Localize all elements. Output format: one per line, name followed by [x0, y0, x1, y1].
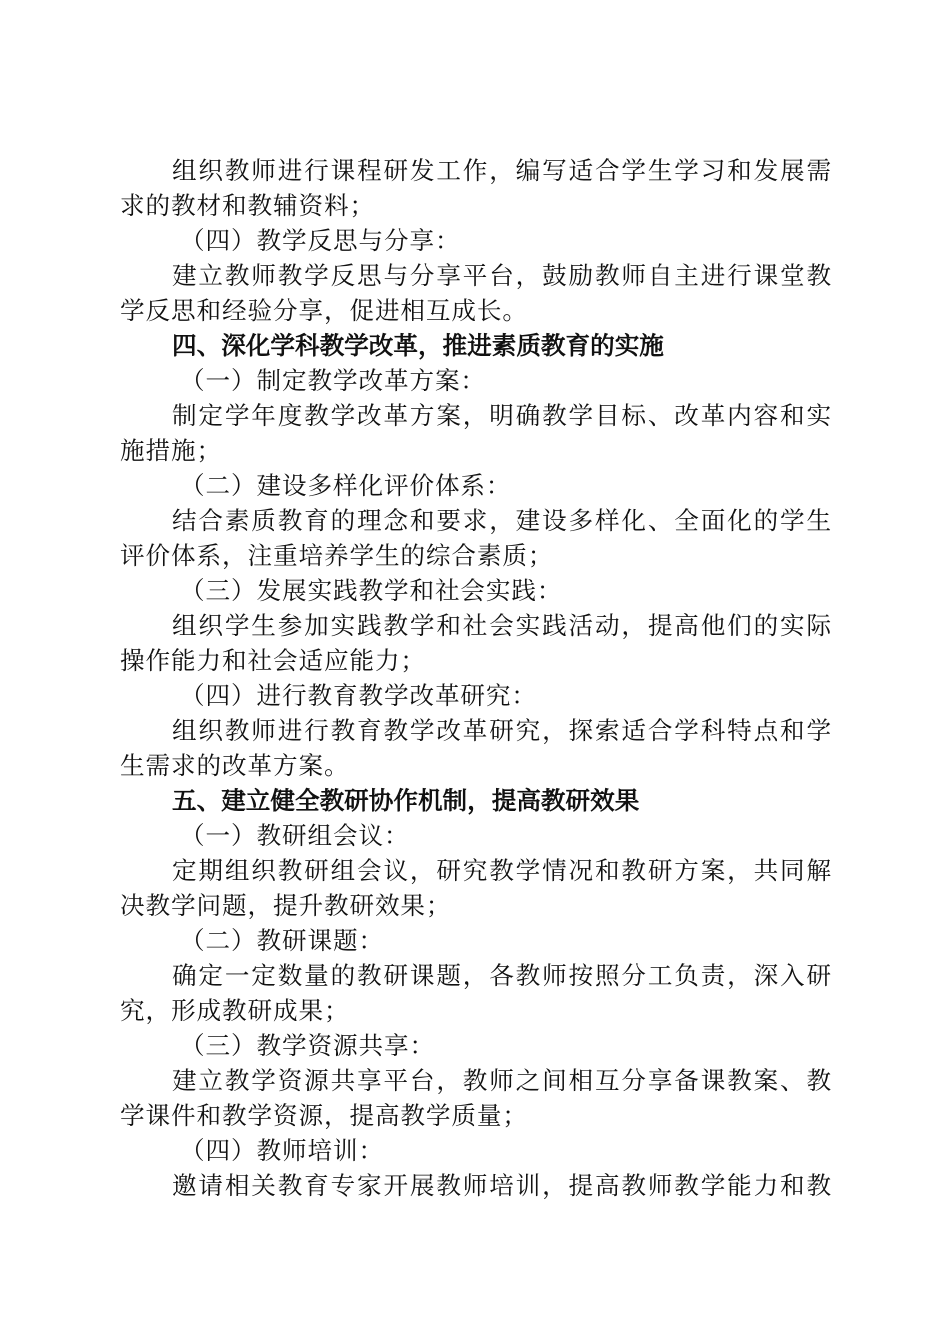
paragraph-line: 结合素质教育的理念和要求，建设多样化、全面化的学生	[172, 506, 832, 535]
subsection-heading: （三）教学资源共享：	[180, 1031, 435, 1060]
section-heading: 四、深化学科教学改革，推进素质教育的实施	[172, 331, 664, 360]
paragraph-line: 决教学问题，提升教研效果；	[120, 891, 452, 920]
paragraph-line: 邀请相关教育专家开展教师培训，提高教师教学能力和教	[172, 1171, 832, 1200]
paragraph-line: 制定学年度教学改革方案，明确教学目标、改革内容和实	[172, 401, 832, 430]
paragraph-line: 建立教师教学反思与分享平台，鼓励教师自主进行课堂教	[172, 261, 832, 290]
subsection-heading: （四）进行教育教学改革研究：	[180, 681, 537, 710]
paragraph-line: 组织教师进行教育教学改革研究，探索适合学科特点和学	[172, 716, 832, 745]
subsection-heading: （二）教研课题：	[180, 926, 384, 955]
subsection-heading: （三）发展实践教学和社会实践：	[180, 576, 563, 605]
subsection-heading: （一）教研组会议：	[180, 821, 410, 850]
subsection-heading: （一）制定教学改革方案：	[180, 366, 486, 395]
paragraph-line: 学反思和经验分享，促进相互成长。	[120, 296, 528, 325]
paragraph-line: 学课件和教学资源，提高教学质量；	[120, 1101, 528, 1130]
paragraph-line: 操作能力和社会适应能力；	[120, 646, 426, 675]
paragraph-line: 确定一定数量的教研课题，各教师按照分工负责，深入研	[172, 961, 832, 990]
subsection-heading: （四）教师培训：	[180, 1136, 384, 1165]
paragraph-line: 究，形成教研成果；	[120, 996, 350, 1025]
paragraph-line: 生需求的改革方案。	[120, 751, 350, 780]
section-heading: 五、建立健全教研协作机制，提高教研效果	[172, 786, 640, 815]
paragraph-line: 定期组织教研组会议，研究教学情况和教研方案，共同解	[172, 856, 832, 885]
paragraph-line: 组织教师进行课程研发工作，编写适合学生学习和发展需	[172, 156, 832, 185]
subsection-heading: （四）教学反思与分享：	[180, 226, 461, 255]
paragraph-line: 组织学生参加实践教学和社会实践活动，提高他们的实际	[172, 611, 832, 640]
subsection-heading: （二）建设多样化评价体系：	[180, 471, 512, 500]
paragraph-line: 评价体系，注重培养学生的综合素质；	[120, 541, 554, 570]
paragraph-line: 建立教学资源共享平台，教师之间相互分享备课教案、教	[172, 1066, 832, 1095]
paragraph-line: 求的教材和教辅资料；	[120, 191, 375, 220]
paragraph-line: 施措施；	[120, 436, 222, 465]
